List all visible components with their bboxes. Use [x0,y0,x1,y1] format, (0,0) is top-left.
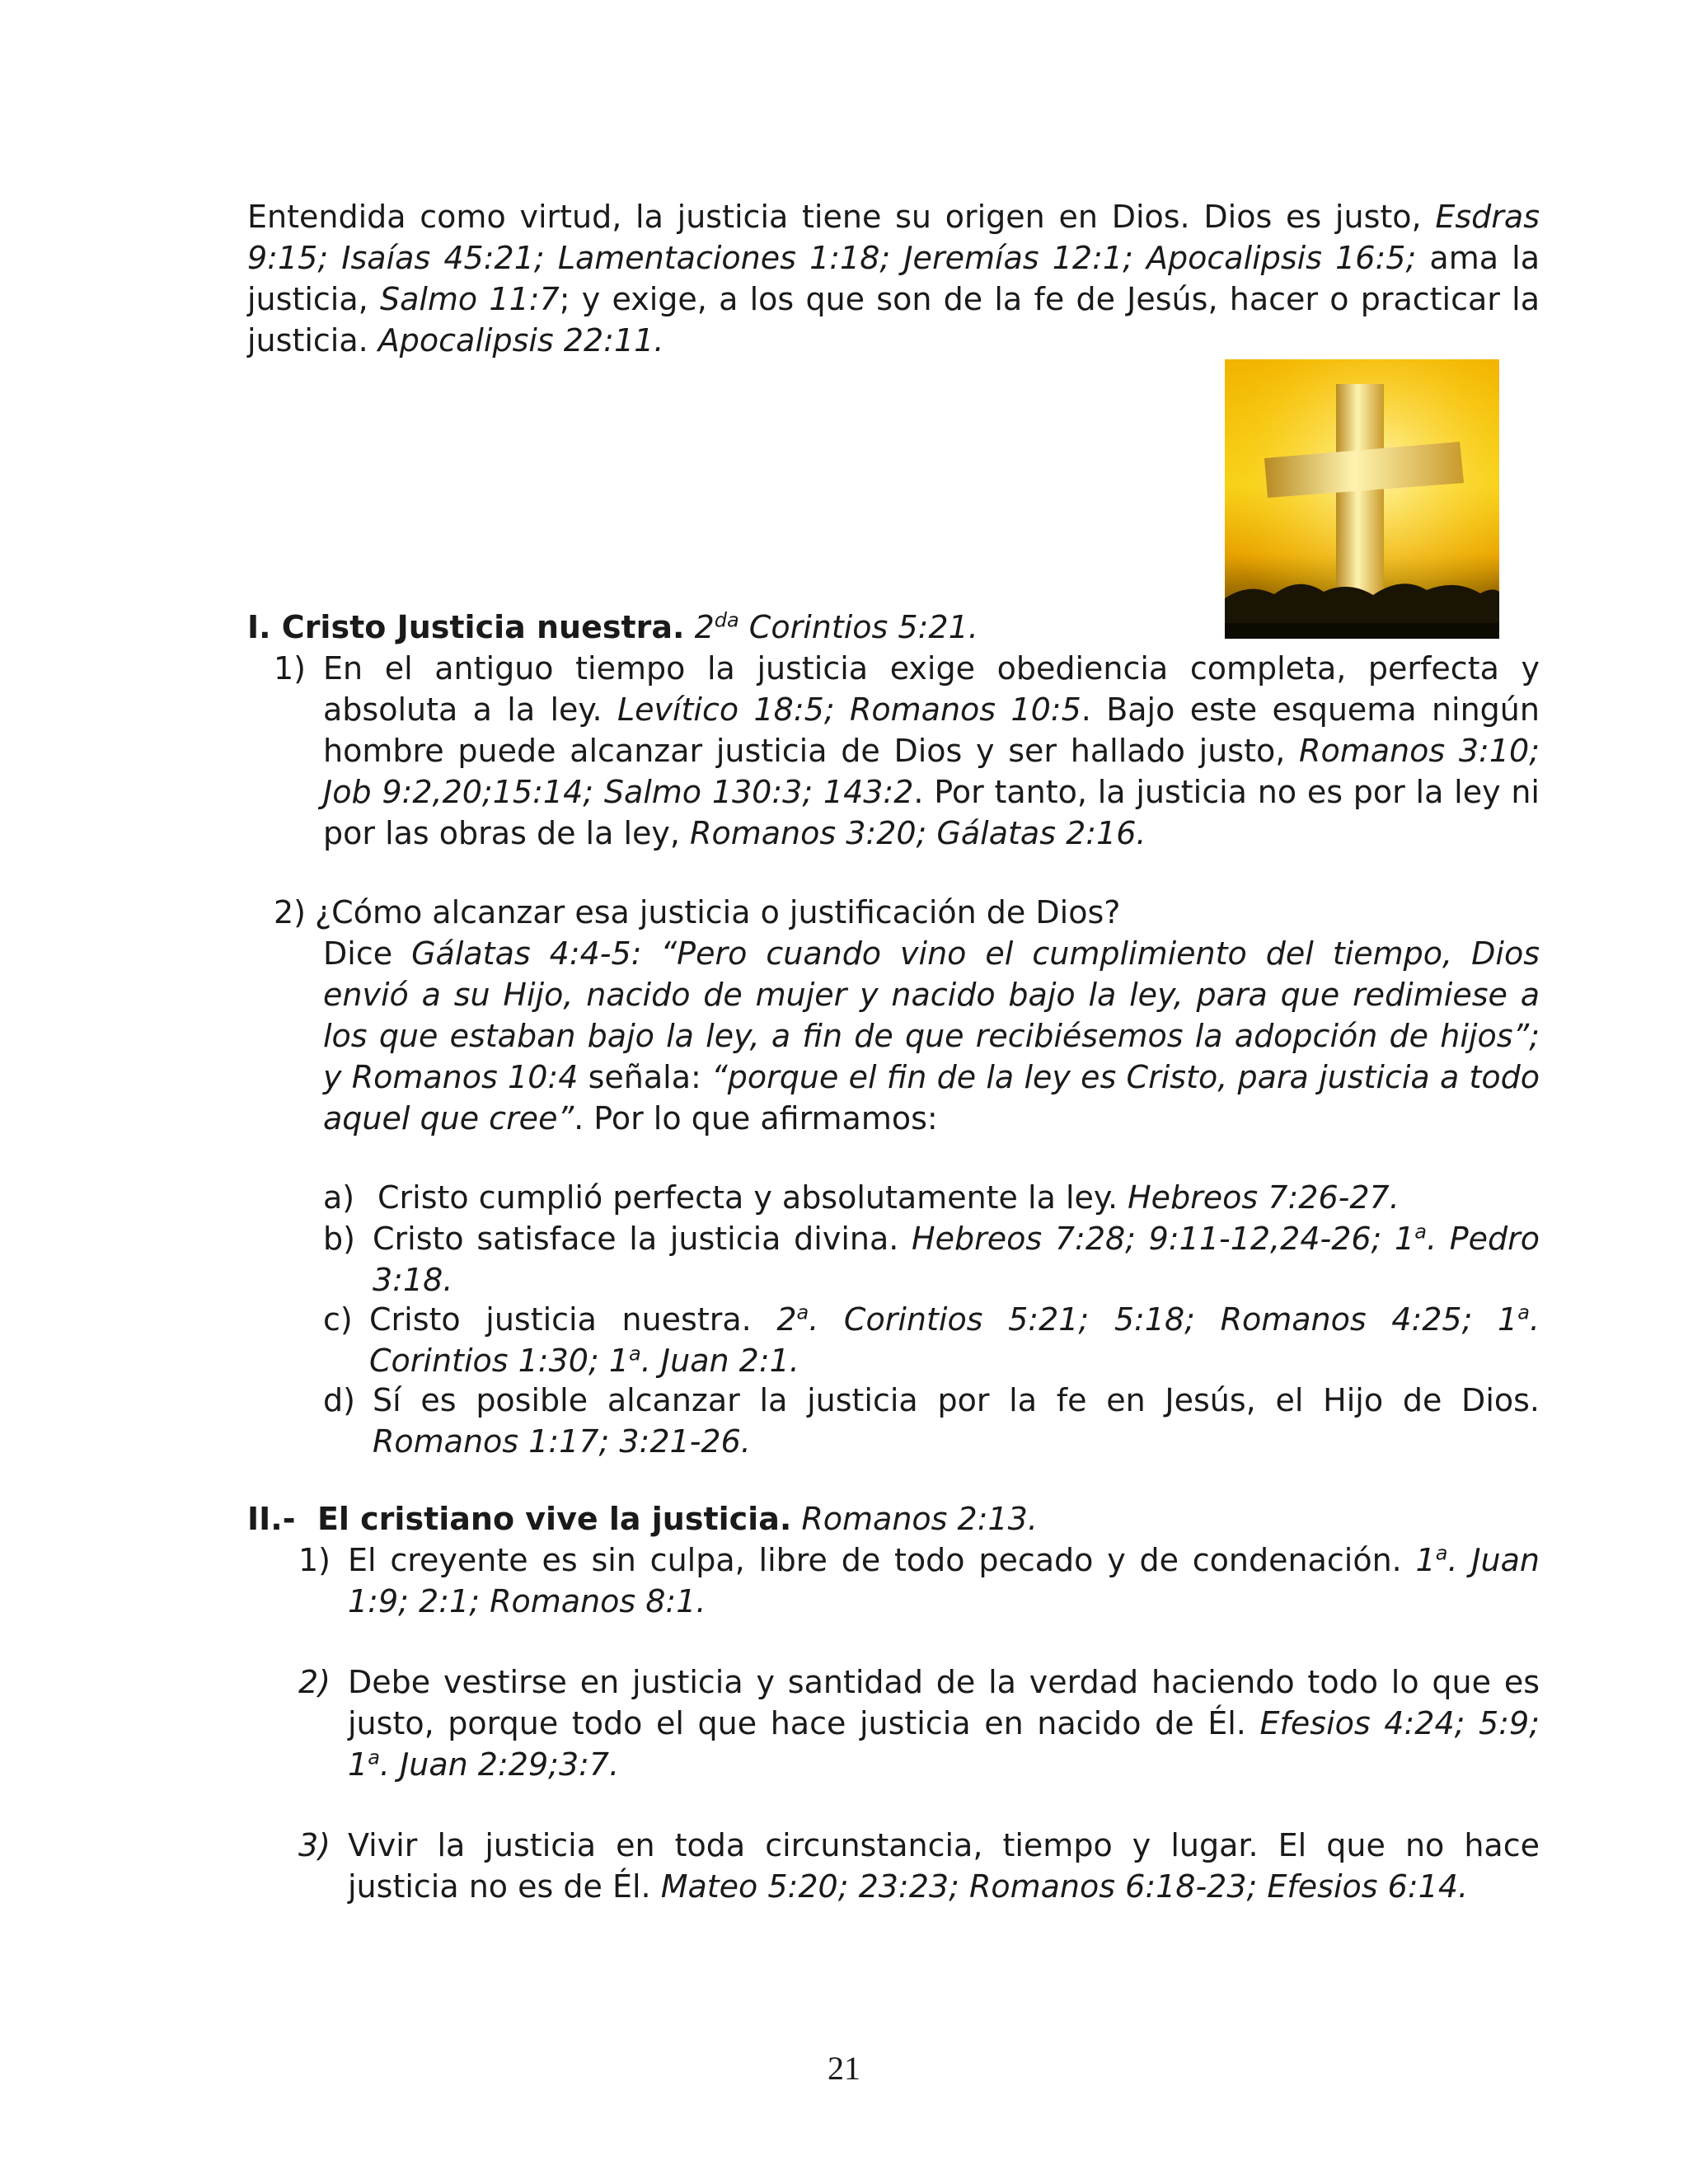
section-title: II.- El cristiano vive la justicia. [247,1501,792,1537]
item-number: 2) [274,894,307,930]
item-question: ¿Cómo alcanzar esa justicia o justificación de Dios? [315,894,1121,930]
scripture-reference: 2$^a$. Corintios 5:21; 5:18; Romanos 4:25; 1$^a$. Corintios 1:30; 1$^a$. Juan 2:1. [369,1301,1540,1379]
sub-item-label: d) [323,1382,355,1418]
section-1-item-1 [274,648,1540,854]
item-text: En el antiguo tiempo la justicia exige obediencia completa, perfecta y absoluta a la ley. Levítico 18:5; Romanos 10:5. Bajo este esquema ningún hombre puede alcanzar justicia de Dios y ser hallado justo, Romanos 3:10; Job 9:2,20;15:14; Salmo 130:3; 143:2. Por tanto, la justicia no es por la ley ni por las obras de la ley, Romanos 3:20; Gálatas 2:16. [323,650,1540,851]
scripture-reference: Romanos 3:20; Gálatas 2:16. [690,815,1146,851]
section-2-item-2: 2) Debe vestirse en justicia y santidad de la verdad haciendo todo lo que es justo, porque todo el que hace justicia en nacido de Él. Efesios 4:24; 5:9; 1$^a$. Juan 2:29;3:7. [298,1661,1540,1785]
section-2-heading [247,1498,1540,1540]
sub-item-d: d) Sí es posible alcanzar la justicia por la fe en Jesús, el Hijo de Dios. Romanos 1:17; 3:21-26. [323,1380,1540,1462]
sub-item-a: a) Cristo cumplió perfecta y absolutamente la ley. Hebreos 7:26-27. [323,1177,1540,1218]
scripture-reference: Mateo 5:20; 23:23; Romanos 6:18-23; Efesios 6:14. [660,1868,1469,1905]
scripture-reference: Hebreos 7:26-27. [1128,1179,1400,1216]
scripture-reference: Efesios 4:24; 5:9; 1$^a$. Juan 2:29;3:7. [348,1705,1540,1783]
item-number: 2) [298,1664,331,1700]
section-title: I. Cristo Justicia nuestra. [247,609,685,645]
sub-item-label: b) [323,1221,355,1257]
section-1-heading [247,607,1540,648]
item-number: 3) [298,1827,331,1863]
intro-text: ama la justicia, [247,240,1540,317]
scripture-quote: “porque el fin de la ley es Cristo, para justicia a todo aquel que cree” [323,1059,1540,1137]
section-2-item-3: 3) Vivir la justicia en toda circunstancia, tiempo y lugar. El que no hace justicia no es de Él. Mateo 5:20; 23:23; Romanos 6:18-23; Efesios 6:14. [298,1825,1540,1907]
scripture-reference: Levítico 18:5; Romanos 10:5 [617,691,1081,728]
item-number: 1) [298,1542,331,1578]
intro-paragraph [247,196,1540,361]
sub-item-b: b) Cristo satisface la justicia divina. Hebreos 7:28; 9:11-12,24-26; 1$^a$. Pedro 3:18. [323,1218,1540,1301]
scripture-reference: Romanos 1:17; 3:21-26. [373,1423,751,1460]
sub-item-c: c) Cristo justicia nuestra. 2$^a$. Corintios 5:21; 5:18; Romanos 4:25; 1$^a$. Corintios 1:30; 1$^a$. Juan 2:1. [323,1299,1540,1381]
sub-item-label: c) [323,1301,353,1338]
sub-item-label: a) [323,1179,355,1216]
item-number: 1) [274,650,307,687]
scripture-reference: Romanos 3:10; Job 9:2,20;15:14; Salmo 130:3; 143:2 [323,733,1540,810]
scripture-quote: Gálatas 4:4-5: “Pero cuando vino el cumplimiento del tiempo, Dios envió a su Hijo, nacido de mujer y nacido bajo la ley, para que redimiese a los que estaban bajo la ley, a fin de que recibiésemos la adopción de hijos”; y Romanos 10:4 [323,935,1540,1095]
intro-text: Entendida como virtud, la justicia tiene su origen en Dios. Dios es justo, [247,199,1436,235]
intro-text: ; y exige, a los que son de la fe de Jesús, hacer o practicar la justicia. [247,281,1540,359]
section-1-item-2 [274,892,1540,1139]
scripture-reference: Apocalipsis 22:11. [377,322,664,359]
heading-reference: $2^{da}$ Corintios 5:21. [694,608,978,645]
cross-sunset-image [1225,359,1499,639]
page-number: 21 [828,2050,860,2087]
scripture-reference: Hebreos 7:28; 9:11-12,24-26; 1$^a$. Pedro 3:18. [373,1220,1540,1298]
section-2-item-1: 1) El creyente es sin culpa, libre de todo pecado y de condenación. 1$^a$. Juan 1:9; 2:1; Romanos 8:1. [298,1540,1540,1622]
scripture-reference: Esdras 9:15; Isaías 45:21; Lamentaciones 1:18; Jeremías 12:1; Apocalipsis 16:5; [247,199,1540,276]
item-text: Dice Gálatas 4:4-5: “Pero cuando vino el cumplimiento del tiempo, Dios envió a su Hijo, nacido de mujer y nacido bajo la ley, para que redimiese a los que estaban bajo la ley, a fin de que recibiésemos la adopción de hijos”; y Romanos 10:4 señala: “porque el fin de la ley es Cristo, para justicia a todo aquel que cree”. Por lo que afirmamos: [323,935,1540,1137]
heading-reference: Romanos 2:13. [791,1501,1038,1537]
scripture-reference: 1$^a$. Juan 1:9; 2:1; Romanos 8:1. [348,1541,1540,1619]
scripture-reference: Salmo 11:7 [379,281,560,317]
